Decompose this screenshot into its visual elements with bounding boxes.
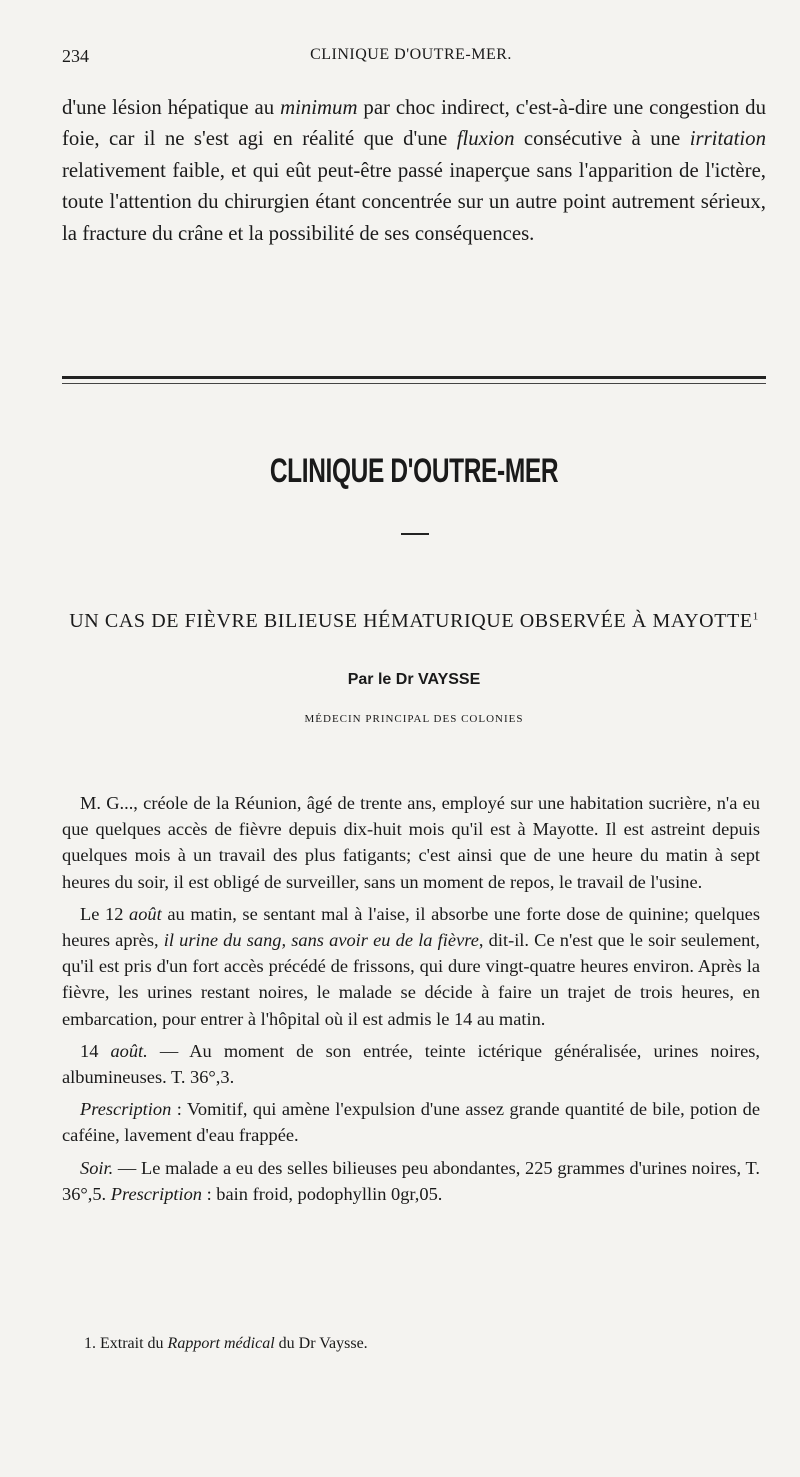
text-run: : bain froid, podophyllin 0gr,05. — [202, 1183, 443, 1204]
paragraph — [62, 1155, 760, 1207]
text-run: relativement faible, et qui eût peut-être passé inaperçue sans l'apparition de l'ictère, toute l'attention du chirurgien étant concentrée sur un autre point autrement sérieux, la fracture du crâne et la possibilité de ses conséquences. — [62, 158, 766, 245]
emphasis: minimum — [280, 96, 358, 119]
text-run: Le 12 — [80, 903, 130, 924]
section-title: CLINIQUE D'OUTRE-MER — [269, 452, 559, 490]
emphasis: Prescription — [110, 1183, 202, 1204]
page-header — [62, 46, 760, 70]
text-run: consécutive à une — [514, 127, 690, 151]
emphasis: fluxion — [456, 127, 515, 151]
footnote-mark: 1 — [752, 610, 759, 623]
emphasis: août. — [110, 1040, 148, 1061]
page-number: 234 — [62, 46, 89, 66]
paragraph — [62, 1096, 760, 1148]
text-run: du Dr Vaysse. — [274, 1335, 368, 1352]
section-rule-thin — [62, 383, 766, 384]
emphasis: Prescription — [80, 1099, 172, 1120]
article-title — [62, 610, 766, 633]
article-title-text: UN CAS DE FIÈVRE BILIEUSE HÉMATURIQUE OBSERVÉE À MAYOTTE — [69, 610, 753, 632]
paragraph: M. G..., créole de la Réunion, âgé de trente ans, employé sur une habitation sucrière, n'a eu que quelques accès de fièvre depuis dix-huit mois qu'il est à Mayotte. Il est astreint depuis quelques mois à un travail des plus fatigants; c'est ainsi que de une heure du matin à sept heures du soir, il est obligé de surveiller, sans un moment de repos, le travail de l'usine. — [62, 793, 760, 892]
emphasis: irritation — [689, 127, 766, 151]
text-run: , dit-il. Ce n'est que le soir seulement, qu'il est pris d'un fort accès précédé de frissons, qui dure vingt-quatre heures environ. Après la fièvre, les urines restant noires, le malade se décide à faire un trajet de trois heures, en embarcation, pour entrer à l'hôpital où il est admis le 14 au matin. — [62, 930, 761, 1029]
text-run: — Le malade a eu des selles bilieuses peu abondantes, 225 grammes d'urines noires, T. 36°,5. — [62, 1157, 760, 1204]
title-short-rule — [401, 533, 429, 535]
footnote — [84, 1335, 764, 1353]
text-run: au matin, se sentant mal à l'aise, il absorbe une forte dose de quinine; quelques heures après, — [62, 903, 760, 951]
text-run: 1. Extrait du — [84, 1335, 168, 1352]
emphasis: il urine du sang, sans avoir eu de la fièvre — [163, 930, 479, 951]
emphasis: août — [129, 903, 162, 924]
section-rule — [62, 376, 766, 379]
emphasis: Rapport médical — [167, 1335, 275, 1352]
emphasis: Soir. — [80, 1157, 114, 1178]
text-run: 14 — [80, 1040, 111, 1061]
paragraph — [62, 901, 760, 1032]
text-run: par choc indirect, c'est-à-dire une congestion du foie, car il ne s'est agi en réalité que d'une — [62, 96, 766, 151]
text-run: — Au moment de son entrée, teinte ictérique généralisée, urines noires, albumineuses. T. 36°,3. — [62, 1040, 760, 1088]
affiliation: MÉDECIN PRINCIPAL DES COLONIES — [304, 713, 524, 725]
byline: Par le Dr VAYSSE — [347, 671, 481, 688]
article-body — [62, 790, 760, 1213]
intro-paragraph — [62, 92, 766, 249]
text-run: : Vomitif, qui amène l'expulsion d'une assez grande quantité de bile, potion de caféine, lavement d'eau frappée. — [62, 1099, 760, 1146]
running-head: CLINIQUE D'OUTRE-MER. — [310, 46, 512, 63]
paragraph — [62, 1038, 760, 1090]
text-run: d'une lésion hépatique au — [62, 96, 281, 119]
